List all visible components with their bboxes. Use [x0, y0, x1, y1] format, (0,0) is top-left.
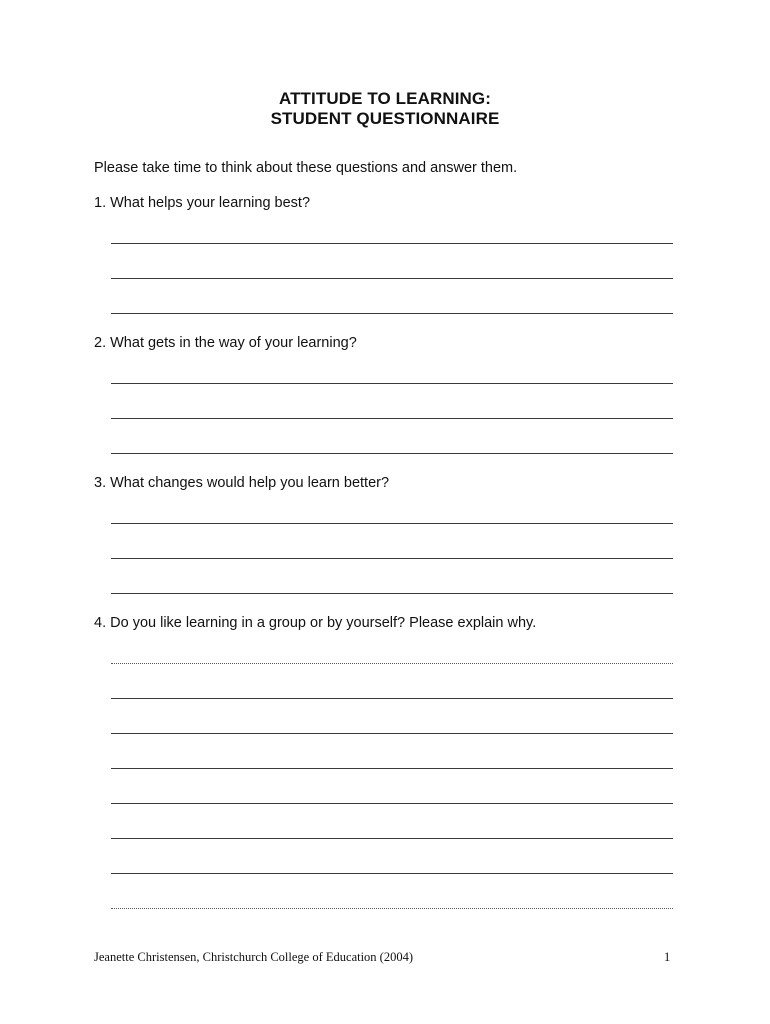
answer-line[interactable]	[111, 908, 673, 909]
title-line-1: ATTITUDE TO LEARNING:	[278, 89, 492, 108]
question-number: 1.	[94, 195, 111, 211]
answer-line[interactable]	[111, 383, 673, 384]
intro-text: Please take time to think about these questions and answer them.	[94, 160, 518, 176]
question-4	[94, 614, 536, 632]
footer-credit: Jeanette Christensen, Christchurch College of Education (2004)	[94, 950, 414, 964]
answer-line[interactable]	[111, 313, 673, 314]
answer-line[interactable]	[111, 523, 673, 524]
question-2	[94, 334, 357, 352]
answer-line[interactable]	[111, 803, 673, 804]
question-number: 3.	[94, 475, 111, 491]
title-line-2: STUDENT QUESTIONNAIRE	[270, 109, 500, 128]
question-number: 2.	[94, 335, 111, 351]
answer-line[interactable]	[111, 733, 673, 734]
question-text: What gets in the way of your learning?	[110, 335, 357, 351]
question-1	[94, 194, 310, 212]
page-number: 1	[664, 950, 671, 964]
answer-line[interactable]	[111, 838, 673, 839]
answer-line[interactable]	[111, 593, 673, 594]
answer-line[interactable]	[111, 278, 673, 279]
answer-line[interactable]	[111, 698, 673, 699]
question-text: What helps your learning best?	[110, 195, 311, 211]
question-text: Do you like learning in a group or by yourself? Please explain why.	[110, 615, 537, 631]
question-text: What changes would help you learn better?	[110, 475, 390, 491]
question-number: 4.	[94, 615, 111, 631]
answer-line[interactable]	[111, 558, 673, 559]
answer-line[interactable]	[111, 873, 673, 874]
answer-line[interactable]	[111, 418, 673, 419]
question-3	[94, 474, 389, 492]
answer-line[interactable]	[111, 663, 673, 664]
answer-line[interactable]	[111, 243, 673, 244]
answer-line[interactable]	[111, 453, 673, 454]
answer-line[interactable]	[111, 768, 673, 769]
